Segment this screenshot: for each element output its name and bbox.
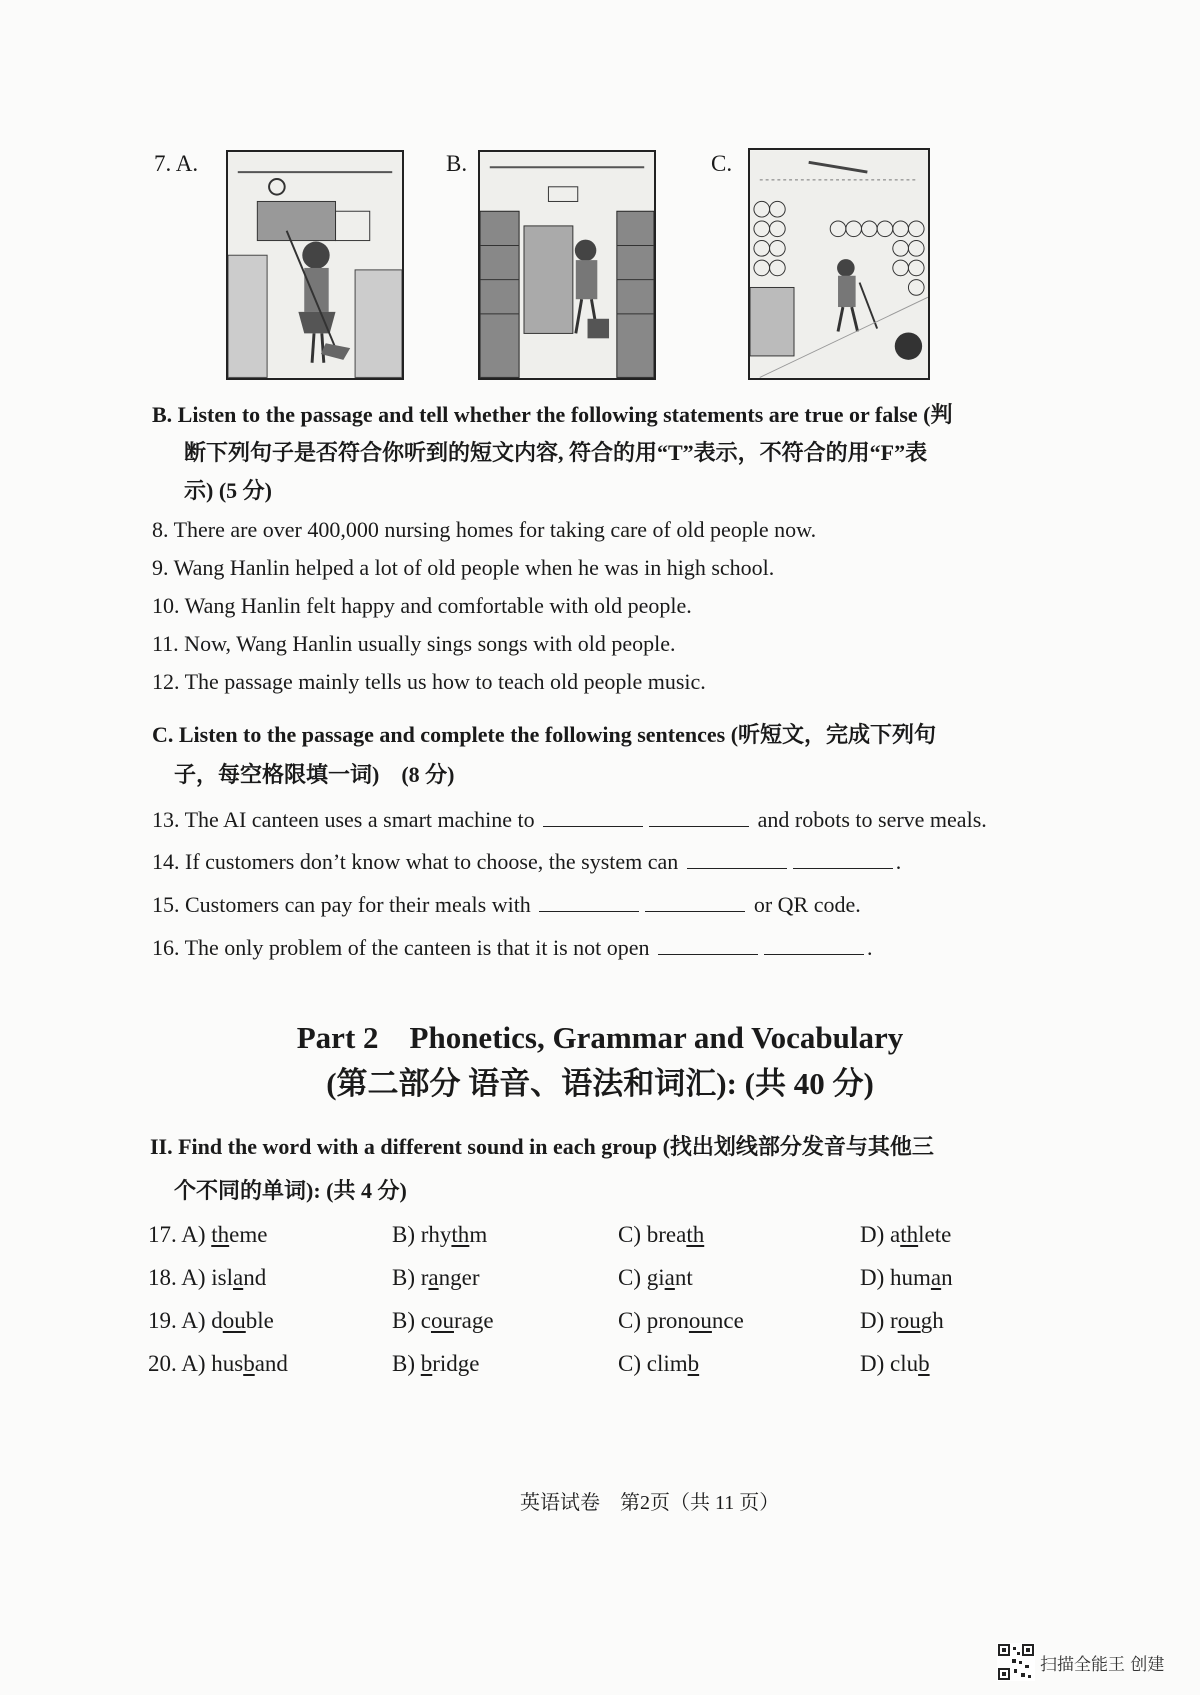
sentence-16-before: 16. The only problem of the canteen is that it is not open: [152, 935, 650, 960]
word-19-a-post: ble: [245, 1308, 274, 1333]
blank-13a[interactable]: [543, 806, 643, 827]
word-19-a-pre: d: [211, 1308, 223, 1333]
word-19-d-pre: D) r: [860, 1308, 898, 1333]
question-number-17: 17. A): [148, 1222, 206, 1247]
word-19-c-pre: C) pron: [618, 1308, 689, 1333]
word-19-b-post: rage: [453, 1308, 494, 1333]
option-19-c[interactable]: [618, 1308, 744, 1334]
word-18-b-pre: B) r: [392, 1265, 429, 1290]
statement-10: 10. Wang Hanlin felt happy and comfortable with old people.: [152, 593, 692, 618]
library-mopping-illustration: [480, 152, 654, 378]
option-19-a[interactable]: [148, 1308, 274, 1334]
q7-label-b: B.: [446, 151, 468, 176]
word-18-c-post: nt: [674, 1265, 693, 1290]
qr-code-icon: [997, 1643, 1035, 1681]
word-17-d-post: lete: [918, 1222, 952, 1247]
statement-11: 11. Now, Wang Hanlin usually sings songs with old people.: [152, 631, 676, 656]
word-19-b-underlined: ou: [430, 1308, 454, 1333]
word-17-b-pre: B) rhy: [392, 1222, 452, 1247]
sentence-14: [152, 843, 901, 881]
word-20-d-underlined: b: [918, 1351, 930, 1376]
word-20-b-pre: B): [392, 1351, 421, 1376]
classroom-sweeping-illustration: [228, 152, 402, 378]
word-17-c-underlined: th: [686, 1222, 705, 1247]
section-b-heading-line2: 断下列句子是否符合你听到的短文内容, 符合的用“T”表示，不符合的用“F”表: [184, 440, 928, 465]
blank-15b[interactable]: [645, 891, 745, 912]
word-20-d-pre: D) clu: [860, 1351, 919, 1376]
word-19-d-post: gh: [920, 1308, 944, 1333]
section-b-heading-line1: B. Listen to the passage and tell whether the following statements are true or false (判: [152, 402, 953, 427]
ball-room-sweeping-illustration: [750, 150, 928, 378]
statement-9: 9. Wang Hanlin helped a lot of old people when he was in high school.: [152, 555, 775, 580]
word-20-a-pre: hus: [211, 1351, 244, 1376]
blank-15a[interactable]: [539, 891, 639, 912]
statement-8: 8. There are over 400,000 nursing homes for taking care of old people now.: [152, 517, 817, 542]
word-20-b-post: ridge: [432, 1351, 480, 1376]
option-20-d[interactable]: [860, 1351, 930, 1377]
word-19-c-post: nce: [711, 1308, 744, 1333]
word-17-d-underlined: th: [900, 1222, 919, 1247]
word-18-b-underlined: a: [428, 1265, 439, 1290]
section-ii-heading-line2: 个不同的单词): (共 4 分): [174, 1178, 407, 1203]
word-17-c-pre: C) brea: [618, 1222, 687, 1247]
statement-12: 12. The passage mainly tells us how to teach old people music.: [152, 669, 706, 694]
q7-label-c: C.: [711, 151, 733, 176]
word-18-d-underlined: a: [930, 1265, 942, 1290]
word-18-b-post: nger: [438, 1265, 480, 1290]
word-20-a-post: and: [254, 1351, 288, 1376]
word-20-c-underlined: b: [687, 1351, 700, 1376]
blank-14a[interactable]: [687, 848, 787, 869]
option-18-b[interactable]: [392, 1265, 480, 1291]
sentence-14-after: .: [895, 849, 902, 874]
option-17-b[interactable]: [392, 1222, 487, 1248]
option-20-b[interactable]: [392, 1351, 480, 1377]
section-c-heading-line2: 子，每空格限填一词) (8 分): [174, 762, 455, 787]
blank-16a[interactable]: [658, 934, 758, 955]
part2-title-en: Part 2 Phonetics, Grammar and Vocabulary: [296, 1020, 904, 1055]
word-18-d-pre: D) hum: [860, 1265, 931, 1290]
q7-label-a: 7. A.: [154, 151, 199, 176]
section-ii-heading-line1: II. Find the word with a different sound in each group (找出划线部分发音与其他三: [150, 1134, 934, 1159]
question-number-19: 19. A): [148, 1308, 206, 1333]
scanner-watermark: 扫描全能王 创建: [1040, 1655, 1165, 1675]
sentence-15-after: or QR code.: [753, 892, 861, 917]
option-18-a[interactable]: [148, 1265, 266, 1291]
sentence-15-before: 15. Customers can pay for their meals with: [152, 892, 531, 917]
word-20-a-underlined: b: [243, 1351, 255, 1376]
page-footer: 英语试卷 第2页（共 11 页）: [520, 1492, 780, 1514]
blank-16b[interactable]: [764, 934, 864, 955]
word-19-a-underlined: ou: [222, 1308, 246, 1333]
library-picture: [478, 150, 656, 380]
word-18-a-pre: isl: [211, 1265, 233, 1290]
option-17-c[interactable]: [618, 1222, 704, 1248]
gym-store-picture: [748, 148, 930, 380]
blank-13b[interactable]: [649, 806, 749, 827]
section-c-heading-line1: C. Listen to the passage and complete the following sentences (听短文，完成下列句: [152, 722, 937, 747]
sentence-13-after: and robots to serve meals.: [757, 807, 987, 832]
word-18-d-post: n: [941, 1265, 953, 1290]
option-17-a[interactable]: [148, 1222, 267, 1248]
sentence-16-after: .: [867, 935, 873, 960]
option-20-c[interactable]: [618, 1351, 699, 1377]
sentence-14-before: 14. If customers don’t know what to choose, the system can: [152, 849, 679, 874]
word-19-b-pre: B) c: [392, 1308, 431, 1333]
option-18-c[interactable]: [618, 1265, 693, 1291]
question-number-18: 18. A): [148, 1265, 206, 1290]
option-20-a[interactable]: [148, 1351, 288, 1377]
option-18-d[interactable]: [860, 1265, 953, 1291]
word-17-a-underlined: th: [211, 1222, 230, 1247]
word-17-d-pre: D) a: [860, 1222, 901, 1247]
word-19-c-underlined: ou: [688, 1308, 712, 1333]
word-19-d-underlined: ou: [897, 1308, 921, 1333]
sentence-13-before: 13. The AI canteen uses a smart machine to: [152, 807, 535, 832]
word-18-a-underlined: a: [232, 1265, 244, 1290]
option-19-b[interactable]: [392, 1308, 494, 1334]
option-19-d[interactable]: [860, 1308, 944, 1334]
word-18-c-pre: C) gi: [618, 1265, 665, 1290]
option-17-d[interactable]: [860, 1222, 951, 1248]
word-17-a-post: eme: [229, 1222, 268, 1247]
word-17-b-underlined: th: [451, 1222, 470, 1247]
sentence-13: [152, 801, 987, 839]
word-20-c-pre: C) clim: [618, 1351, 688, 1376]
part2-title-cn: (第二部分 语音、语法和词汇): (共 40 分): [326, 1066, 874, 1101]
word-18-a-post: nd: [243, 1265, 267, 1290]
word-17-b-post: m: [469, 1222, 488, 1247]
word-20-b-underlined: b: [420, 1351, 433, 1376]
blank-14b[interactable]: [793, 848, 893, 869]
question-number-20: 20. A): [148, 1351, 206, 1376]
sentence-16: [152, 929, 873, 967]
word-18-c-underlined: a: [664, 1265, 675, 1290]
classroom-picture: [226, 150, 404, 380]
sentence-15: [152, 886, 861, 924]
section-b-heading-line3: 示) (5 分): [184, 478, 272, 503]
